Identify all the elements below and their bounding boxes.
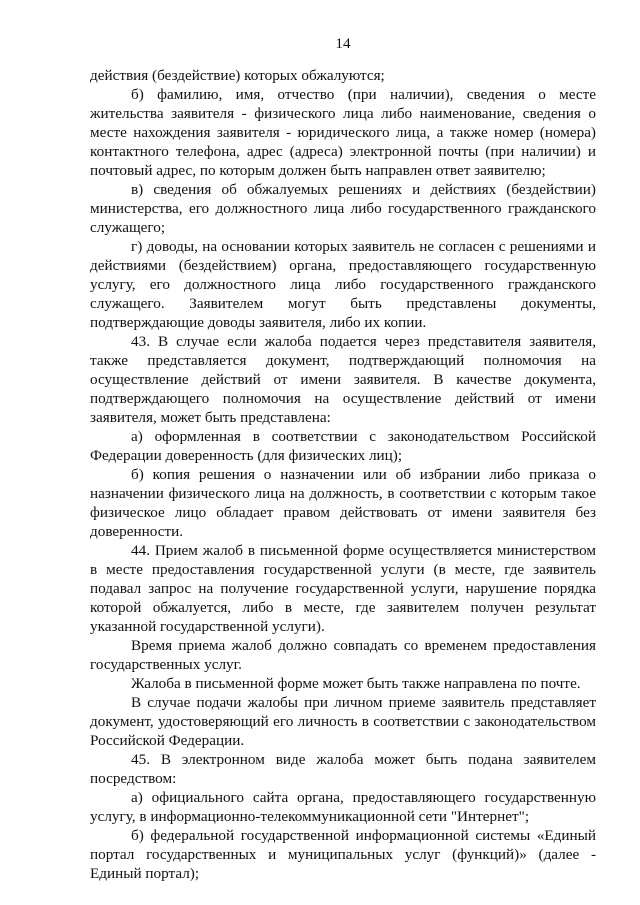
paragraph-item-v-appealed-decisions: в) сведения об обжалуемых решениях и действиях (бездействии) министерства, его должностного лица либо государственного гражданского служащего; xyxy=(90,181,596,236)
paragraph-reception-time: Время приема жалоб должно совпадать со временем предоставления государственных услуг. xyxy=(90,637,596,673)
paragraph-item-a-power-of-attorney: а) оформленная в соответствии с законодательством Российской Федерации доверенность (для физических лиц); xyxy=(90,428,596,464)
paragraph-item-b-appointment-decision: б) копия решения о назначении или об избрании либо приказа о назначении физического лица на должность, в соответствии с которым такое физическое лицо обладает правом действовать от имени заявителя без доверенности. xyxy=(90,466,596,540)
paragraph-clause-45: 45. В электронном виде жалоба может быть подана заявителем посредством: xyxy=(90,751,596,787)
document-page xyxy=(90,34,596,883)
paragraph-postal-submission: Жалоба в письменной форме может быть также направлена по почте. xyxy=(131,675,581,692)
paragraph-item-g-arguments: г) доводы, на основании которых заявитель не согласен с решениями и действиями (бездействием) органа, предоставляющего государственную услугу, его должностного лица либо государственного гражданского служащего. Заявителем могут быть представлены документы, подтверждающие доводы заявителя, либо их копии. xyxy=(90,238,596,331)
paragraph-clause-44: 44. Прием жалоб в письменной форме осуществляется министерством в месте предоставления государственной услуги (в месте, где заявитель подавал запрос на получение государственной услуги, нарушение порядка которой обжалуется, либо в месте, где заявителем получен результат указанной государственной услуги). xyxy=(90,542,596,635)
page-number: 14 xyxy=(335,35,351,52)
paragraph-personal-reception: В случае подачи жалобы при личном приеме заявитель представляет документ, удостоверяющий его личность в соответствии с законодательством Российской Федерации. xyxy=(90,694,596,749)
paragraph-item-b-applicant-info: б) фамилию, имя, отчество (при наличии), сведения о месте жительства заявителя - физического лица либо наименование, сведения о месте нахождения заявителя - юридического лица, а также номер (номера) контактного телефона, адрес (адреса) электронной почты (при наличии) и почтовый адрес, по которым должен быть направлен ответ заявителю; xyxy=(90,86,596,179)
paragraph-item-a-official-site: а) официального сайта органа, предоставляющего государственную услугу, в информационно-телекоммуникационной сети "Интернет"; xyxy=(90,789,596,825)
paragraph-clause-43: 43. В случае если жалоба подается через представителя заявителя, также представляется документ, подтверждающий полномочия на осуществление действий от имени заявителя. В качестве документа, подтверждающего полномочия на осуществление действий от имени заявителя, может быть представлена: xyxy=(90,333,596,426)
paragraph-continuation: действия (бездействие) которых обжалуются; xyxy=(90,67,385,84)
paragraph-item-b-unified-portal: б) федеральной государственной информационной системы «Единый портал государственных и муниципальных услуг (функций)» (далее - Единый портал); xyxy=(90,827,596,882)
